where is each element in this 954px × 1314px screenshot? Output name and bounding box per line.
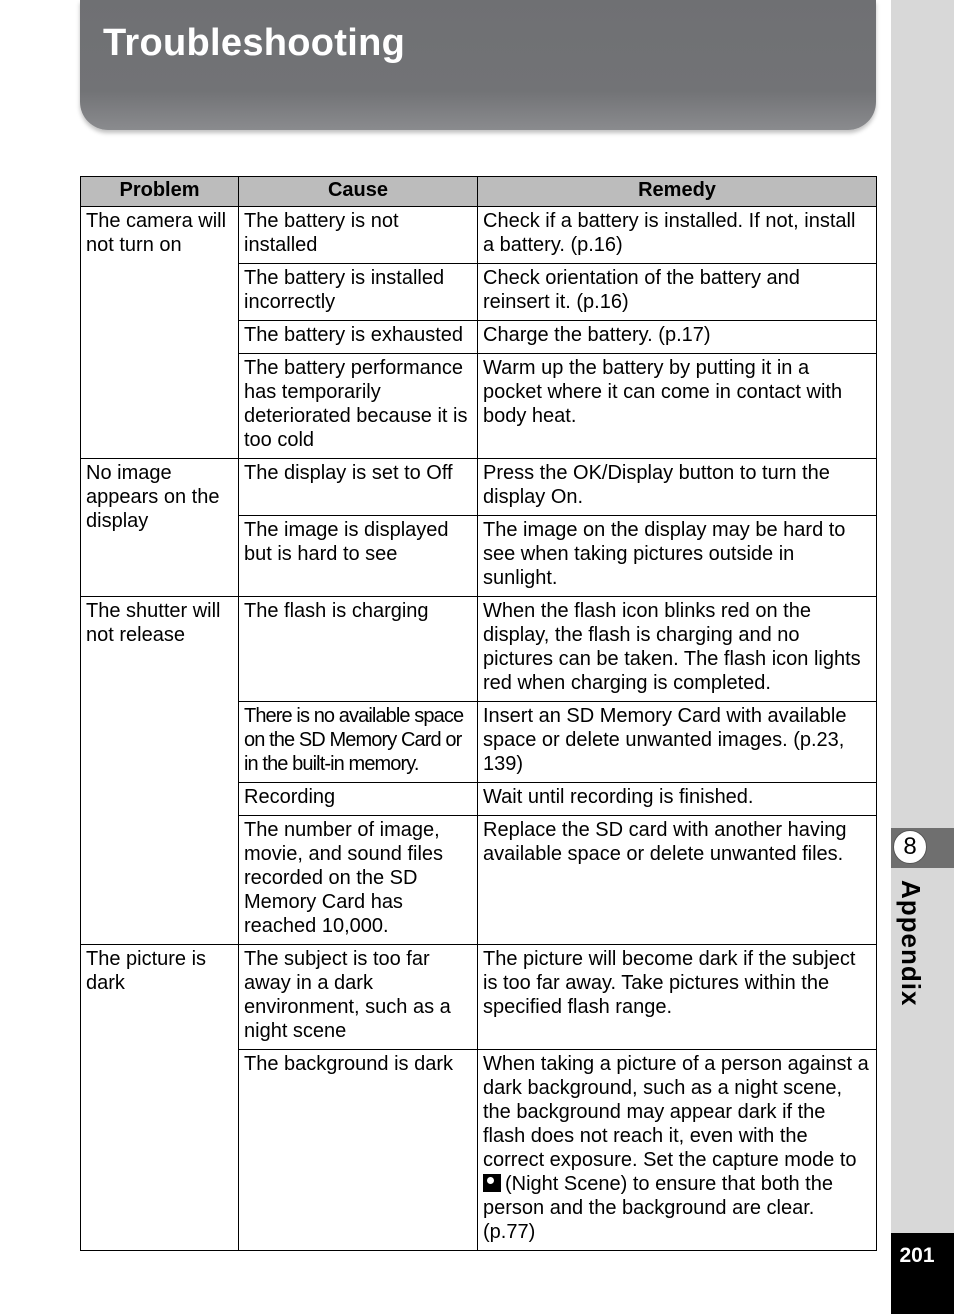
problem-cell: The shutter will not release xyxy=(81,597,239,945)
remedy-cell: Warm up the battery by putting it in a pocket where it can come in contact with body heat. xyxy=(478,354,877,459)
remedy-cell: The picture will become dark if the subject is too far away. Take pictures within the specified flash range. xyxy=(478,945,877,1050)
cause-cell: There is no available space on the SD Memory Card or in the built-in memory. xyxy=(239,702,478,783)
remedy-cell: Insert an SD Memory Card with available space or delete unwanted images. (p.23, 139) xyxy=(478,702,877,783)
column-header-cause: Cause xyxy=(239,177,478,207)
remedy-text-after-icon: (Night Scene) to ensure that both the person and the background are clear. (p.77) xyxy=(483,1173,833,1243)
cause-cell: The number of image, movie, and sound files recorded on the SD Memory Card has reached 10,000. xyxy=(239,816,478,945)
chapter-number: 8 xyxy=(893,830,927,864)
header-band xyxy=(80,0,876,130)
problem-cell: The camera will not turn on xyxy=(81,207,239,459)
page-number: 201 xyxy=(899,1244,935,1267)
table-row xyxy=(81,597,877,702)
remedy-cell xyxy=(478,1050,877,1251)
cause-cell: The battery is exhausted xyxy=(239,321,478,354)
chapter-label: Appendix xyxy=(896,880,926,1007)
page-title: Troubleshooting xyxy=(103,22,406,64)
remedy-cell: Check orientation of the battery and reinsert it. (p.16) xyxy=(478,264,877,321)
remedy-cell: Replace the SD card with another having available space or delete unwanted files. xyxy=(478,816,877,945)
remedy-cell: The image on the display may be hard to see when taking pictures outside in sunlight. xyxy=(478,516,877,597)
cause-cell: The battery is installed incorrectly xyxy=(239,264,478,321)
problem-cell: No image appears on the display xyxy=(81,459,239,597)
remedy-cell: When the flash icon blinks red on the display, the flash is charging and no pictures can be taken. The flash icon lights red when charging is completed. xyxy=(478,597,877,702)
troubleshooting-table xyxy=(80,176,877,1251)
cause-cell: The battery performance has temporarily deteriorated because it is too cold xyxy=(239,354,478,459)
table-row xyxy=(81,945,877,1050)
table-header-row xyxy=(81,177,877,207)
remedy-text-before-icon: When taking a picture of a person against a dark background, such as a night scene, the background may appear dark if the flash does not reach it, even with the correct exposure. Set the capture mode to xyxy=(483,1053,869,1171)
cause-cell: The flash is charging xyxy=(239,597,478,702)
remedy-cell: Charge the battery. (p.17) xyxy=(478,321,877,354)
cause-cell: The battery is not installed xyxy=(239,207,478,264)
cause-cell: Recording xyxy=(239,783,478,816)
cause-cell: The image is displayed but is hard to see xyxy=(239,516,478,597)
cause-cell: The display is set to Off xyxy=(239,459,478,516)
night-scene-icon xyxy=(483,1174,501,1192)
table-row xyxy=(81,207,877,264)
remedy-cell: Check if a battery is installed. If not, install a battery. (p.16) xyxy=(478,207,877,264)
chapter-side-strip xyxy=(891,0,954,1314)
column-header-problem: Problem xyxy=(81,177,239,207)
cause-cell: The background is dark xyxy=(239,1050,478,1251)
column-header-remedy: Remedy xyxy=(478,177,877,207)
remedy-cell: Press the OK/Display button to turn the display On. xyxy=(478,459,877,516)
problem-cell: The picture is dark xyxy=(81,945,239,1251)
remedy-cell: Wait until recording is finished. xyxy=(478,783,877,816)
table-row xyxy=(81,459,877,516)
cause-cell: The subject is too far away in a dark environment, such as a night scene xyxy=(239,945,478,1050)
